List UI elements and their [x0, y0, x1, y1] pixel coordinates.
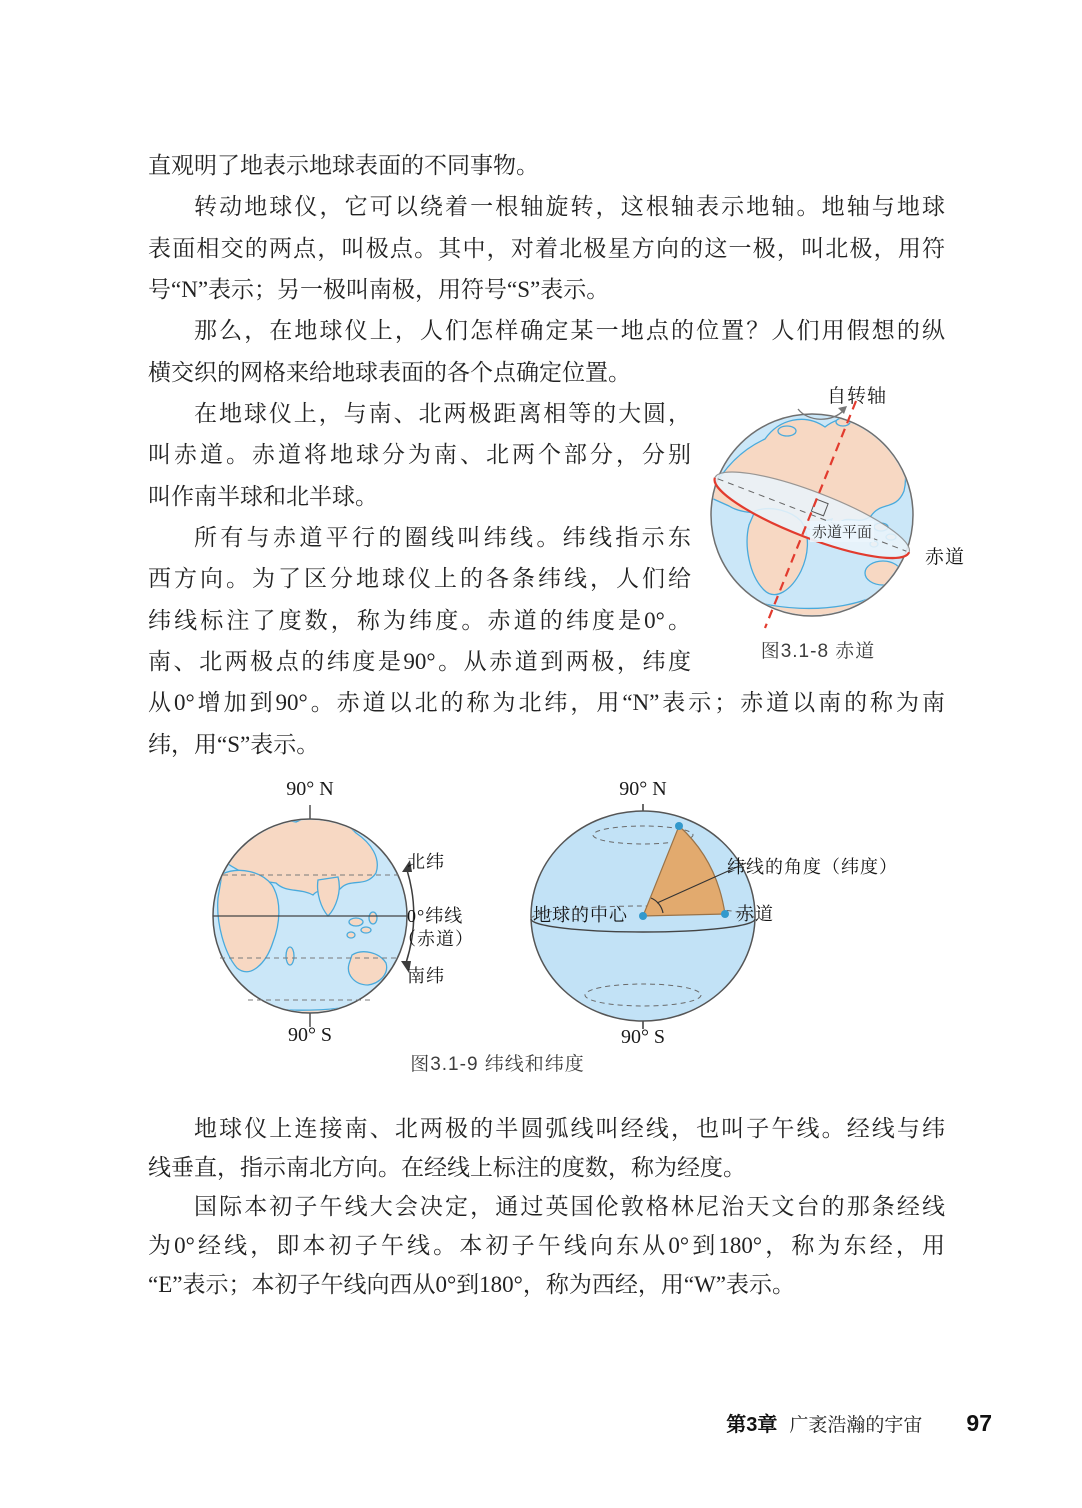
right-globe-south-pole-label: 90° S: [620, 1026, 666, 1048]
north-latitude-label: 北纬: [407, 852, 445, 872]
chapter-title: 广袤浩瀚的宇宙: [789, 1415, 923, 1436]
chapter-number: 第3章: [726, 1414, 778, 1436]
body-line: 国际本初子午线大会决定，通过英国伦敦格林尼治天文台的那条经线: [194, 1194, 945, 1219]
body-line: 叫作南半球和北半球。: [148, 484, 378, 509]
figure8-caption: 图3.1-8 赤道: [760, 641, 876, 662]
body-line: 地球仪上连接南、北两极的半圆弧线叫经线，也叫子午线。经线与纬: [194, 1116, 945, 1141]
figure8-axis-label: 自转轴: [827, 386, 888, 407]
body-line: 叫赤道。赤道将地球分为南、北两个部分，分别: [148, 442, 691, 467]
figure8-equator-label: 赤道: [925, 547, 966, 568]
figure9-caption: 图3.1-9 纬线和纬度: [410, 1054, 585, 1075]
zero-latitude-label: 0°纬线: [407, 906, 464, 926]
latitude-angle-label: 纬线的角度（纬度）: [727, 857, 898, 877]
right-globe-north-pole-label: 90° N: [619, 778, 667, 800]
body-line: 在地球仪上，与南、北两极距离相等的大圆，: [194, 401, 691, 426]
body-line: 为0°经线，即本初子午线。本初子午线向东从0°到180°，称为东经，用: [148, 1233, 945, 1258]
page-number: 97: [966, 1410, 992, 1436]
equator-point-dot: [721, 910, 729, 918]
earth-center-dot: [639, 912, 647, 920]
left-globe-north-pole-label: 90° N: [286, 778, 334, 800]
figure-3-1-8-globe: [695, 375, 1005, 640]
right-equator-label: 赤道: [736, 904, 774, 924]
body-line: 号“N”表示；另一极叫南极，用符号“S”表示。: [148, 277, 610, 302]
body-line: 转动地球仪，它可以绕着一根轴旋转，这根轴表示地轴。地轴与地球: [194, 194, 945, 219]
body-line: 线垂直，指示南北方向。在经线上标注的度数，称为经度。: [148, 1155, 746, 1180]
body-line: 横交织的网格来给地球表面的各个点确定位置。: [148, 360, 631, 385]
body-line: 表面相交的两点，叫极点。其中，对着北极星方向的这一极，叫北极，用符: [148, 236, 945, 261]
body-line: 纬，用“S”表示。: [148, 732, 320, 757]
body-line: 西方向。为了区分地球仪上的各条纬线，人们给: [148, 566, 691, 591]
page-footer: [0, 1408, 1082, 1437]
body-line: 直观明了地表示地球表面的不同事物。: [148, 153, 539, 178]
body-line: 纬线标注了度数，称为纬度。赤道的纬度是0°。: [148, 608, 691, 633]
body-line: “E”表示；本初子午线向西从0°到180°，称为西经，用“W”表示。: [148, 1272, 795, 1297]
south-latitude-label: 南纬: [407, 966, 445, 986]
latitude-point-dot: [675, 822, 683, 830]
body-line: 南、北两极点的纬度是90°。从赤道到两极，纬度: [148, 649, 691, 674]
figure8-plane-label: 赤道平面: [810, 521, 874, 542]
body-line: 那么，在地球仪上，人们怎样确定某一地点的位置？人们用假想的纵: [194, 318, 945, 343]
body-line: 所有与赤道平行的圈线叫纬线。纬线指示东: [194, 525, 691, 550]
zero-latitude-equator-label: （赤道）: [398, 929, 474, 949]
earth-center-label: 地球的中心: [533, 905, 628, 925]
body-line: 从0°增加到90°。赤道以北的称为北纬，用“N”表示；赤道以南的称为南: [148, 690, 945, 715]
left-globe-south-pole-label: 90° S: [287, 1024, 333, 1046]
